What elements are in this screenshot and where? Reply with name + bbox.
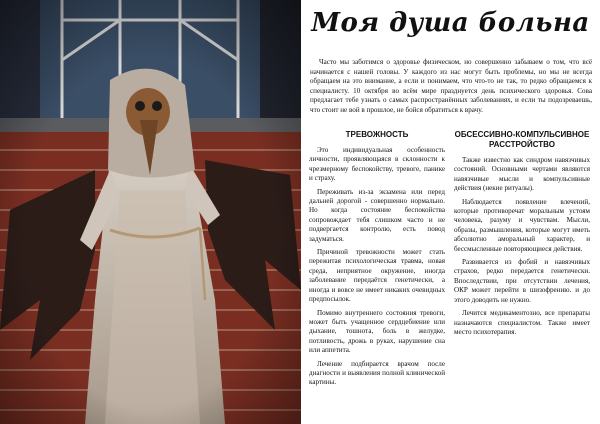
- article-title: Моя душа больна: [311, 8, 590, 38]
- intro-paragraph: Часто мы заботимся о здоровье физическом, но совершенно забываем о том, что всё начинается с нашей головы. У каждого из нас могут быть проблемы, но мы не всегда обращаем на это внимание, а если и понимаем, что что-то не так, то редко обращаемся к специалисту. 10 октября во всём мире празднуется день психического здоровья. Сова предлагает тебе узнать о самых распространённых заболеваниях, и если ты подозреваешь, что стоит не вой в прошлое, не бойся обратиться к врачу.: [310, 58, 592, 114]
- ocd-column: [454, 130, 590, 341]
- anxiety-paragraph: Это индивидуальная особенность личности, проявляющаяся в склонности к чрезмерному беспокойству, тревоге, панике и страху.: [309, 146, 445, 183]
- ocd-paragraph: Развивается из фобий и навязчивых страхов, редко передается генетически. Впоследствии, при отсутствии лечения, ОКР может перейти в шизофрению. и до этого доводить не нужно.: [454, 258, 590, 304]
- anxiety-paragraph: Причиной тревожности может стать пережитая психологическая травма, новая среда, неприятное окружение, иногда заболевание передаётся генетически, а иногда и вовсе не имеет никаких очевидных предпосылок.: [309, 248, 445, 304]
- anxiety-column: [309, 130, 445, 392]
- ocd-paragraph: Также известно как синдром навязчивых состояний. Основными чертами являются навязчивые мысли и компульсивные действия (некие ритуалы).: [454, 156, 590, 193]
- ocd-heading: ОБСЕССИВНО-КОМПУЛЬСИВНОЕ РАССТРОЙСТВО: [454, 130, 590, 149]
- ocd-paragraph: Наблюдается появление влечений, которые противоречат моральным устоям человека, разуму и чувствам. Мысли, образы, размышления, которые могут иметь абсолютно аморальный характер, и бессмысленные повторяющиеся действия.: [454, 197, 590, 253]
- anxiety-paragraph: Лечение подбирается врачом после диагности и выявления полной клинической картины.: [309, 359, 445, 387]
- anxiety-heading: ТРЕВОЖНОСТЬ: [345, 130, 409, 139]
- ocd-paragraph: Лечится медикаментозно, все препараты назначаются специалистом. Также имеет место психотерапия.: [454, 309, 590, 336]
- anxiety-paragraph: Переживать из-за экзамена или перед дальней дорогой - совершенно нормально. Но когда состояние беспокойства сопровождает тебя слишком часто и не подвергается контролю, есть повод задуматься.: [309, 187, 445, 243]
- anxiety-paragraph: Помимо внутреннего состояния тревоги, может быть учащенное сердцебиение или дыхание, тошнота, боль в желудке, потливость, дрожь в руках, нарушение сна или аппетита.: [309, 308, 445, 355]
- article-page: [301, 0, 600, 424]
